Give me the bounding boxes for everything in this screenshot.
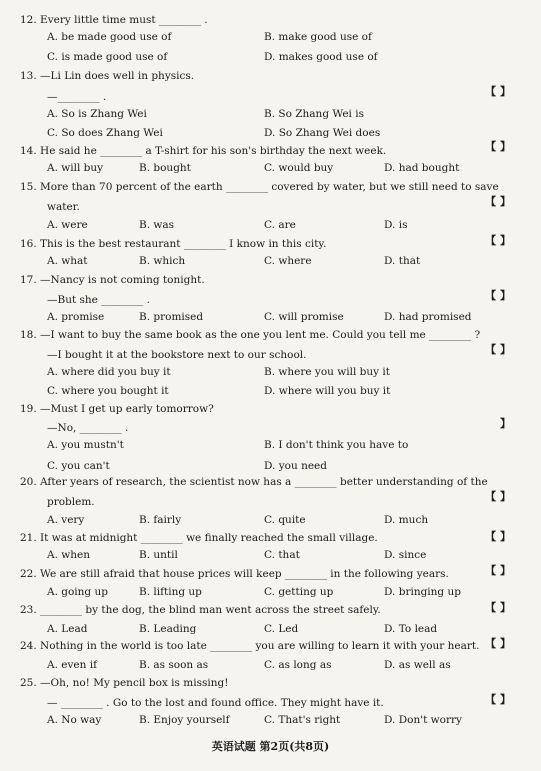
answer-option: A. where did you buy it	[47, 366, 171, 378]
answer-bracket: 】	[500, 417, 511, 430]
question-stem: 19. —Must I get up early tomorrow?	[20, 403, 214, 415]
question-stem: 18. —I want to buy the same book as the one you lent me. Could you tell me ________ ?	[20, 329, 481, 341]
answer-option: C. would buy	[264, 162, 334, 174]
answer-option: B. until	[139, 549, 178, 561]
answer-option: D. makes good use of	[264, 51, 378, 63]
answer-option: D. that	[384, 255, 421, 267]
answer-option: B. where you will buy it	[264, 366, 391, 378]
answer-option: A. even if	[47, 659, 97, 671]
answer-option: D. So Zhang Wei does	[264, 127, 381, 139]
answer-option: A. So is Zhang Wei	[47, 108, 147, 120]
question-stem: —But she ________ .	[47, 294, 150, 306]
question-stem: 15. More than 70 percent of the earth ________ covered by water, but we still need to save	[20, 181, 499, 193]
answer-option: A. No way	[47, 714, 102, 726]
answer-option: A. when	[47, 549, 90, 561]
answer-option: A. Lead	[47, 623, 88, 635]
answer-option: C. quite	[264, 514, 306, 526]
question-stem: 20. After years of research, the scientist now has a ________ better understanding of the	[20, 476, 488, 488]
answer-option: B. lifting up	[139, 586, 202, 598]
answer-option: B. fairly	[139, 514, 182, 526]
answer-bracket: 【 】	[485, 289, 511, 302]
answer-option: D. Don't worry	[384, 714, 462, 726]
answer-option: C. where	[264, 255, 312, 267]
question-stem: —No, ________ .	[47, 422, 129, 434]
answer-bracket: 【 】	[485, 140, 511, 153]
answer-option: C. getting up	[264, 586, 334, 598]
answer-option: A. what	[47, 255, 88, 267]
answer-option: A. promise	[47, 311, 105, 323]
answer-option: D. is	[384, 219, 408, 231]
answer-bracket: 【 】	[485, 601, 511, 614]
answer-option: B. make good use of	[264, 31, 372, 43]
answer-option: A. will buy	[47, 162, 104, 174]
answer-option: C. will promise	[264, 311, 344, 323]
answer-option: D. much	[384, 514, 429, 526]
question-stem: 21. It was at midnight ________ we finally reached the small village.	[20, 532, 378, 544]
answer-option: A. you mustn't	[47, 439, 124, 451]
answer-option: C. are	[264, 219, 296, 231]
question-stem: 16. This is the best restaurant ________ I know in this city.	[20, 238, 327, 250]
answer-bracket: 【 】	[485, 234, 511, 247]
answer-bracket: 【 】	[485, 693, 511, 706]
answer-option: B. was	[139, 219, 175, 231]
answer-bracket: 【 】	[485, 490, 511, 503]
answer-option: B. Leading	[139, 623, 197, 635]
answer-option: D. To lead	[384, 623, 438, 635]
answer-option: C. as long as	[264, 659, 332, 671]
question-stem: 23. ________ by the dog, the blind man went across the street safely.	[20, 604, 381, 616]
question-stem: —________ .	[47, 91, 107, 103]
answer-option: A. going up	[47, 586, 108, 598]
answer-bracket: 【 】	[485, 343, 511, 356]
answer-option: B. bought	[139, 162, 191, 174]
answer-option: C. is made good use of	[47, 51, 168, 63]
question-stem: —I bought it at the bookstore next to our school.	[47, 349, 307, 361]
page-footer: 英语试题 第2页(共8页)	[211, 740, 330, 753]
answer-option: D. had promised	[384, 311, 472, 323]
question-stem: 12. Every little time must ________ .	[20, 14, 208, 26]
answer-bracket: 【 】	[485, 564, 511, 577]
question-stem: 22. We are still afraid that house prices will keep ________ in the following years.	[20, 568, 449, 580]
answer-option: D. you need	[264, 460, 327, 472]
answer-option: A. were	[47, 219, 88, 231]
question-stem: — ________ . Go to the lost and found office. They might have it.	[47, 697, 384, 709]
answer-option: B. So Zhang Wei is	[264, 108, 364, 120]
question-stem: problem.	[47, 496, 95, 508]
answer-option: C. That's right	[264, 714, 341, 726]
answer-option: D. where will you buy it	[264, 385, 391, 397]
answer-option: D. since	[384, 549, 427, 561]
answer-option: C. you can't	[47, 460, 110, 472]
answer-option: C. that	[264, 549, 300, 561]
answer-option: B. Enjoy yourself	[139, 714, 230, 726]
question-stem: 17. —Nancy is not coming tonight.	[20, 274, 205, 286]
answer-option: C. where you bought it	[47, 385, 169, 397]
answer-option: D. had bought	[384, 162, 460, 174]
question-stem: 13. —Li Lin does well in physics.	[20, 70, 195, 82]
answer-bracket: 【 】	[485, 195, 511, 208]
answer-option: D. bringing up	[384, 586, 461, 598]
answer-bracket: 【 】	[485, 85, 511, 98]
answer-bracket: 【 】	[485, 637, 511, 650]
answer-option: D. as well as	[384, 659, 451, 671]
question-stem: 24. Nothing in the world is too late ________ you are willing to learn it with your heart.	[20, 640, 480, 652]
answer-option: C. Led	[264, 623, 299, 635]
answer-option: A. very	[47, 514, 85, 526]
question-stem: 14. He said he ________ a T-shirt for his son's birthday the next week.	[20, 145, 387, 157]
answer-option: B. promised	[139, 311, 204, 323]
answer-option: B. I don't think you have to	[264, 439, 409, 451]
answer-option: B. as soon as	[139, 659, 209, 671]
answer-bracket: 【 】	[485, 530, 511, 543]
answer-option: C. So does Zhang Wei	[47, 127, 163, 139]
question-stem: water.	[47, 201, 80, 213]
question-stem: 25. —Oh, no! My pencil box is missing!	[20, 677, 229, 689]
answer-option: B. which	[139, 255, 186, 267]
answer-option: A. be made good use of	[47, 31, 172, 43]
